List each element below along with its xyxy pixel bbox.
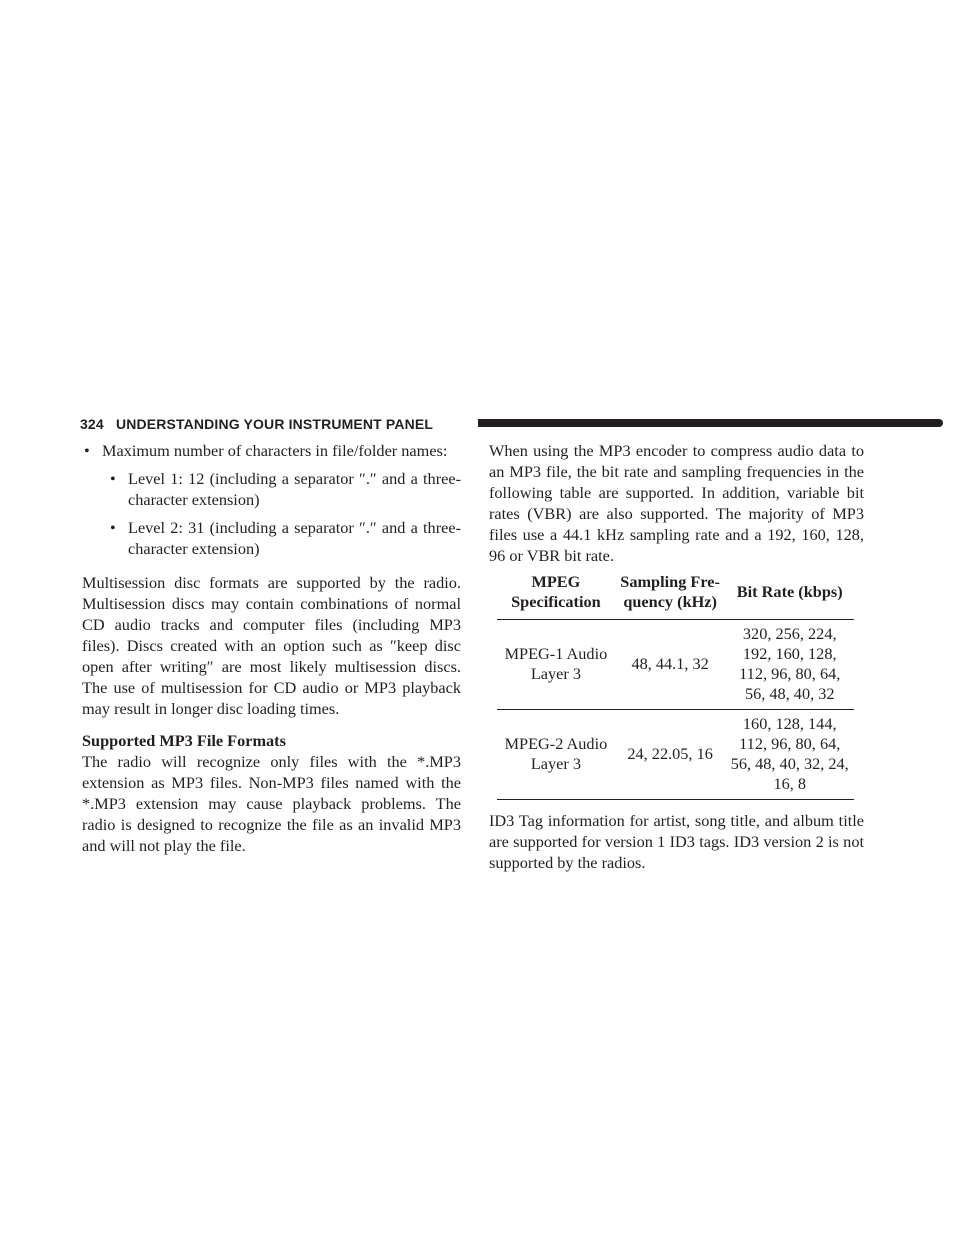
section-title: UNDERSTANDING YOUR INSTRUMENT PANEL (115, 416, 434, 432)
bullet-text: Maximum number of characters in file/folder names: (102, 441, 448, 460)
cell-bitrate: 320, 256, 224, 192, 160, 128, 112, 96, 80, 64, 56, 48, 40, 32 (739, 624, 841, 703)
page-header (80, 415, 864, 434)
mp3-format-table (497, 572, 854, 800)
column-header-sampling: Sampling Fre- quency (kHz) (620, 572, 720, 611)
right-column (489, 440, 864, 873)
bullet-icon: • (110, 518, 116, 537)
bullet-icon: • (110, 469, 116, 488)
formats-paragraph: The radio will recognize only files with the *.MP3 extension as MP3 files. Non-MP3 files named with the *.MP3 extension may cause playback problems. The radio is designed to recognize the file as an invalid MP3 and will not play the file. (82, 752, 461, 855)
list-item-level-1 (82, 468, 461, 510)
list-item-max-characters (82, 440, 461, 461)
id3-paragraph: ID3 Tag information for artist, song title, and album title are supported for version 1 ID3 tags. ID3 version 2 is not supported by the radios. (489, 811, 864, 872)
cell-spec: MPEG-2 Audio Layer 3 (504, 734, 608, 773)
column-header-bitrate: Bit Rate (kbps) (736, 582, 843, 601)
table-header-row (497, 572, 854, 620)
cell-sampling: 48, 44.1, 32 (631, 654, 709, 673)
sub-bullet-text: Level 1: 12 (including a separator ″.″ and a three-character extension) (128, 469, 461, 509)
header-rule-bar (478, 419, 943, 427)
bullet-icon: • (84, 441, 90, 460)
header-title (80, 416, 433, 433)
left-column (82, 440, 461, 856)
multisession-paragraph: Multisession disc formats are supported by the radio. Multisession discs may contain combinations of normal CD audio tracks and computer files (including MP3 files). Discs created with an option such as ″keep disc open after writing″ are most likely multisession discs. The use of multisession for CD audio or MP3 playback may result in longer disc loading times. (82, 573, 461, 718)
list-item-level-2 (82, 517, 461, 559)
cell-sampling: 24, 22.05, 16 (627, 744, 713, 763)
cell-spec: MPEG-1 Audio Layer 3 (504, 644, 608, 683)
sub-bullet-text: Level 2: 31 (including a separator ″.″ and a three-character extension) (128, 518, 461, 558)
page-number: 324 (80, 416, 104, 432)
encoder-paragraph: When using the MP3 encoder to compress audio data to an MP3 file, the bit rate and sampling frequencies in the following table are supported. In addition, variable bit rates (VBR) are also supported. The majority of MP3 files use a 44.1 kHz sampling rate and a 192, 160, 128, 96 or VBR bit rate. (489, 441, 864, 565)
section-heading: Supported MP3 File Formats (82, 731, 286, 750)
table-row (497, 620, 854, 710)
cell-bitrate: 160, 128, 144, 112, 96, 80, 64, 56, 48, 40, 32, 24, 16, 8 (730, 714, 849, 793)
column-header-spec: MPEG Specification (511, 572, 601, 611)
table-row (497, 710, 854, 800)
